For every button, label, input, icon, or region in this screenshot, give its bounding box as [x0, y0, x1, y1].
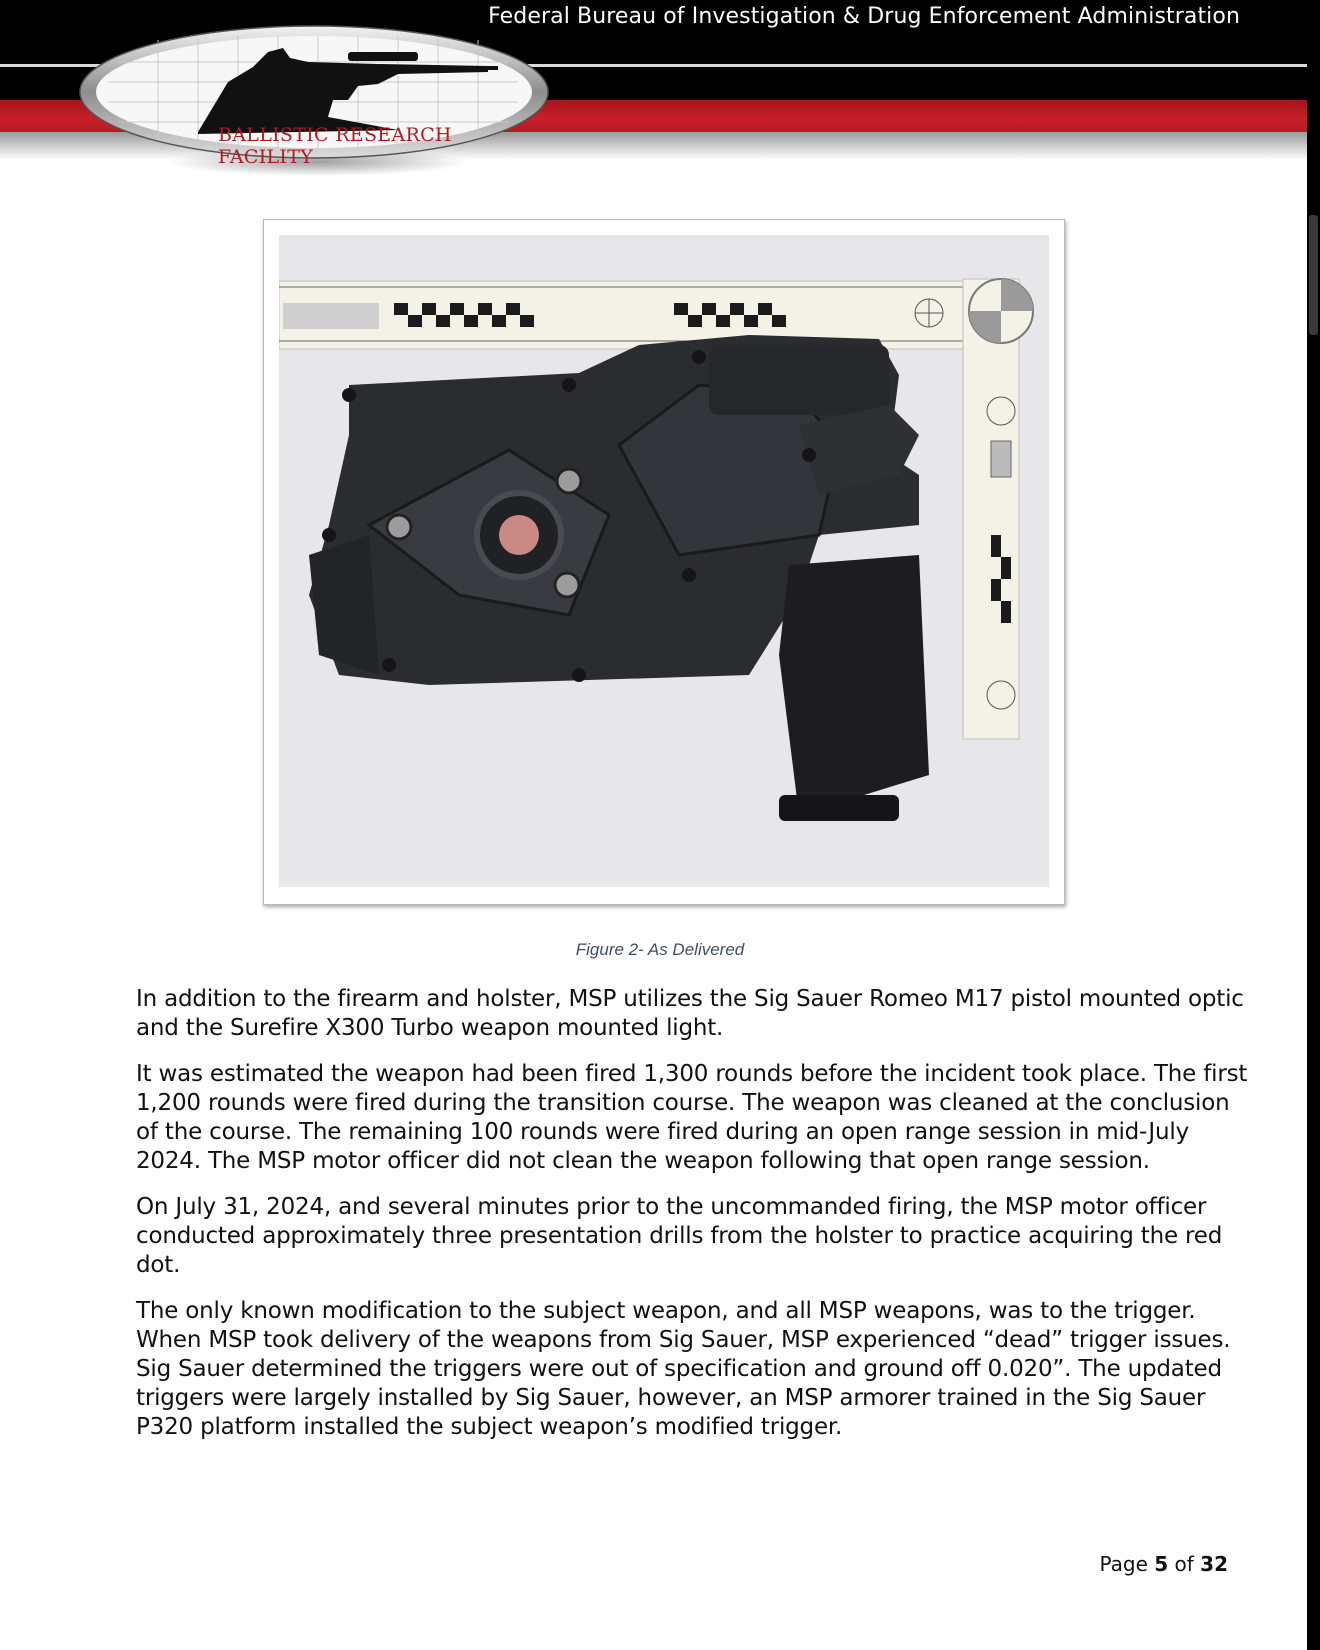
- page-total: 32: [1200, 1552, 1228, 1576]
- page-label: Page: [1099, 1552, 1148, 1576]
- ballistic-research-facility-logo: [78, 22, 550, 180]
- body-text: [136, 985, 1248, 1459]
- paragraph: On July 31, 2024, and several minutes prior to the uncommanded firing, the MSP motor officer conducted approximately three presentation drills from the holster to practice acquiring the red dot.: [136, 1194, 1223, 1278]
- agency-title: Federal Bureau of Investigation & Drug Enforcement Administration: [488, 4, 1240, 29]
- page-number: [1099, 1552, 1228, 1576]
- figure-caption: Figure 2- As Delivered: [575, 940, 745, 959]
- viewer-edge: [1307, 0, 1320, 1650]
- paragraph: It was estimated the weapon had been fired 1,300 rounds before the incident took place. The first 1,200 rounds were fired during the transition course. The weapon was cleaned at the conclusion of the course. The remaining 100 rounds were fired during an open range session in mid-July 2024. The MSP motor officer did not clean the weapon following that open range session.: [136, 1061, 1248, 1174]
- paragraph: In addition to the firearm and holster, MSP utilizes the Sig Sauer Romeo M17 pistol mounted optic and the Surefire X300 Turbo weapon mounted light.: [136, 986, 1244, 1041]
- pistol-in-holster-image: [279, 235, 1049, 887]
- figure-frame: [263, 219, 1065, 905]
- paragraph: The only known modification to the subject weapon, and all MSP weapons, was to the trigger. When MSP took delivery of the weapons from Sig Sauer, MSP experienced “dead” trigger issues. Sig Sauer determined the triggers were out of specification and ground off 0.020”. The updated triggers were largely installed by Sig Sauer, however, an MSP armorer trained in the Sig Sauer P320 platform installed the subject weapon’s modified trigger.: [136, 1298, 1231, 1440]
- of-label: of: [1174, 1552, 1194, 1576]
- page-current: 5: [1154, 1552, 1169, 1576]
- scrollbar-thumb[interactable]: [1309, 215, 1318, 335]
- logo-text: BALLISTIC RESEARCH FACILITY: [218, 124, 452, 168]
- holster-photo: [279, 235, 1049, 887]
